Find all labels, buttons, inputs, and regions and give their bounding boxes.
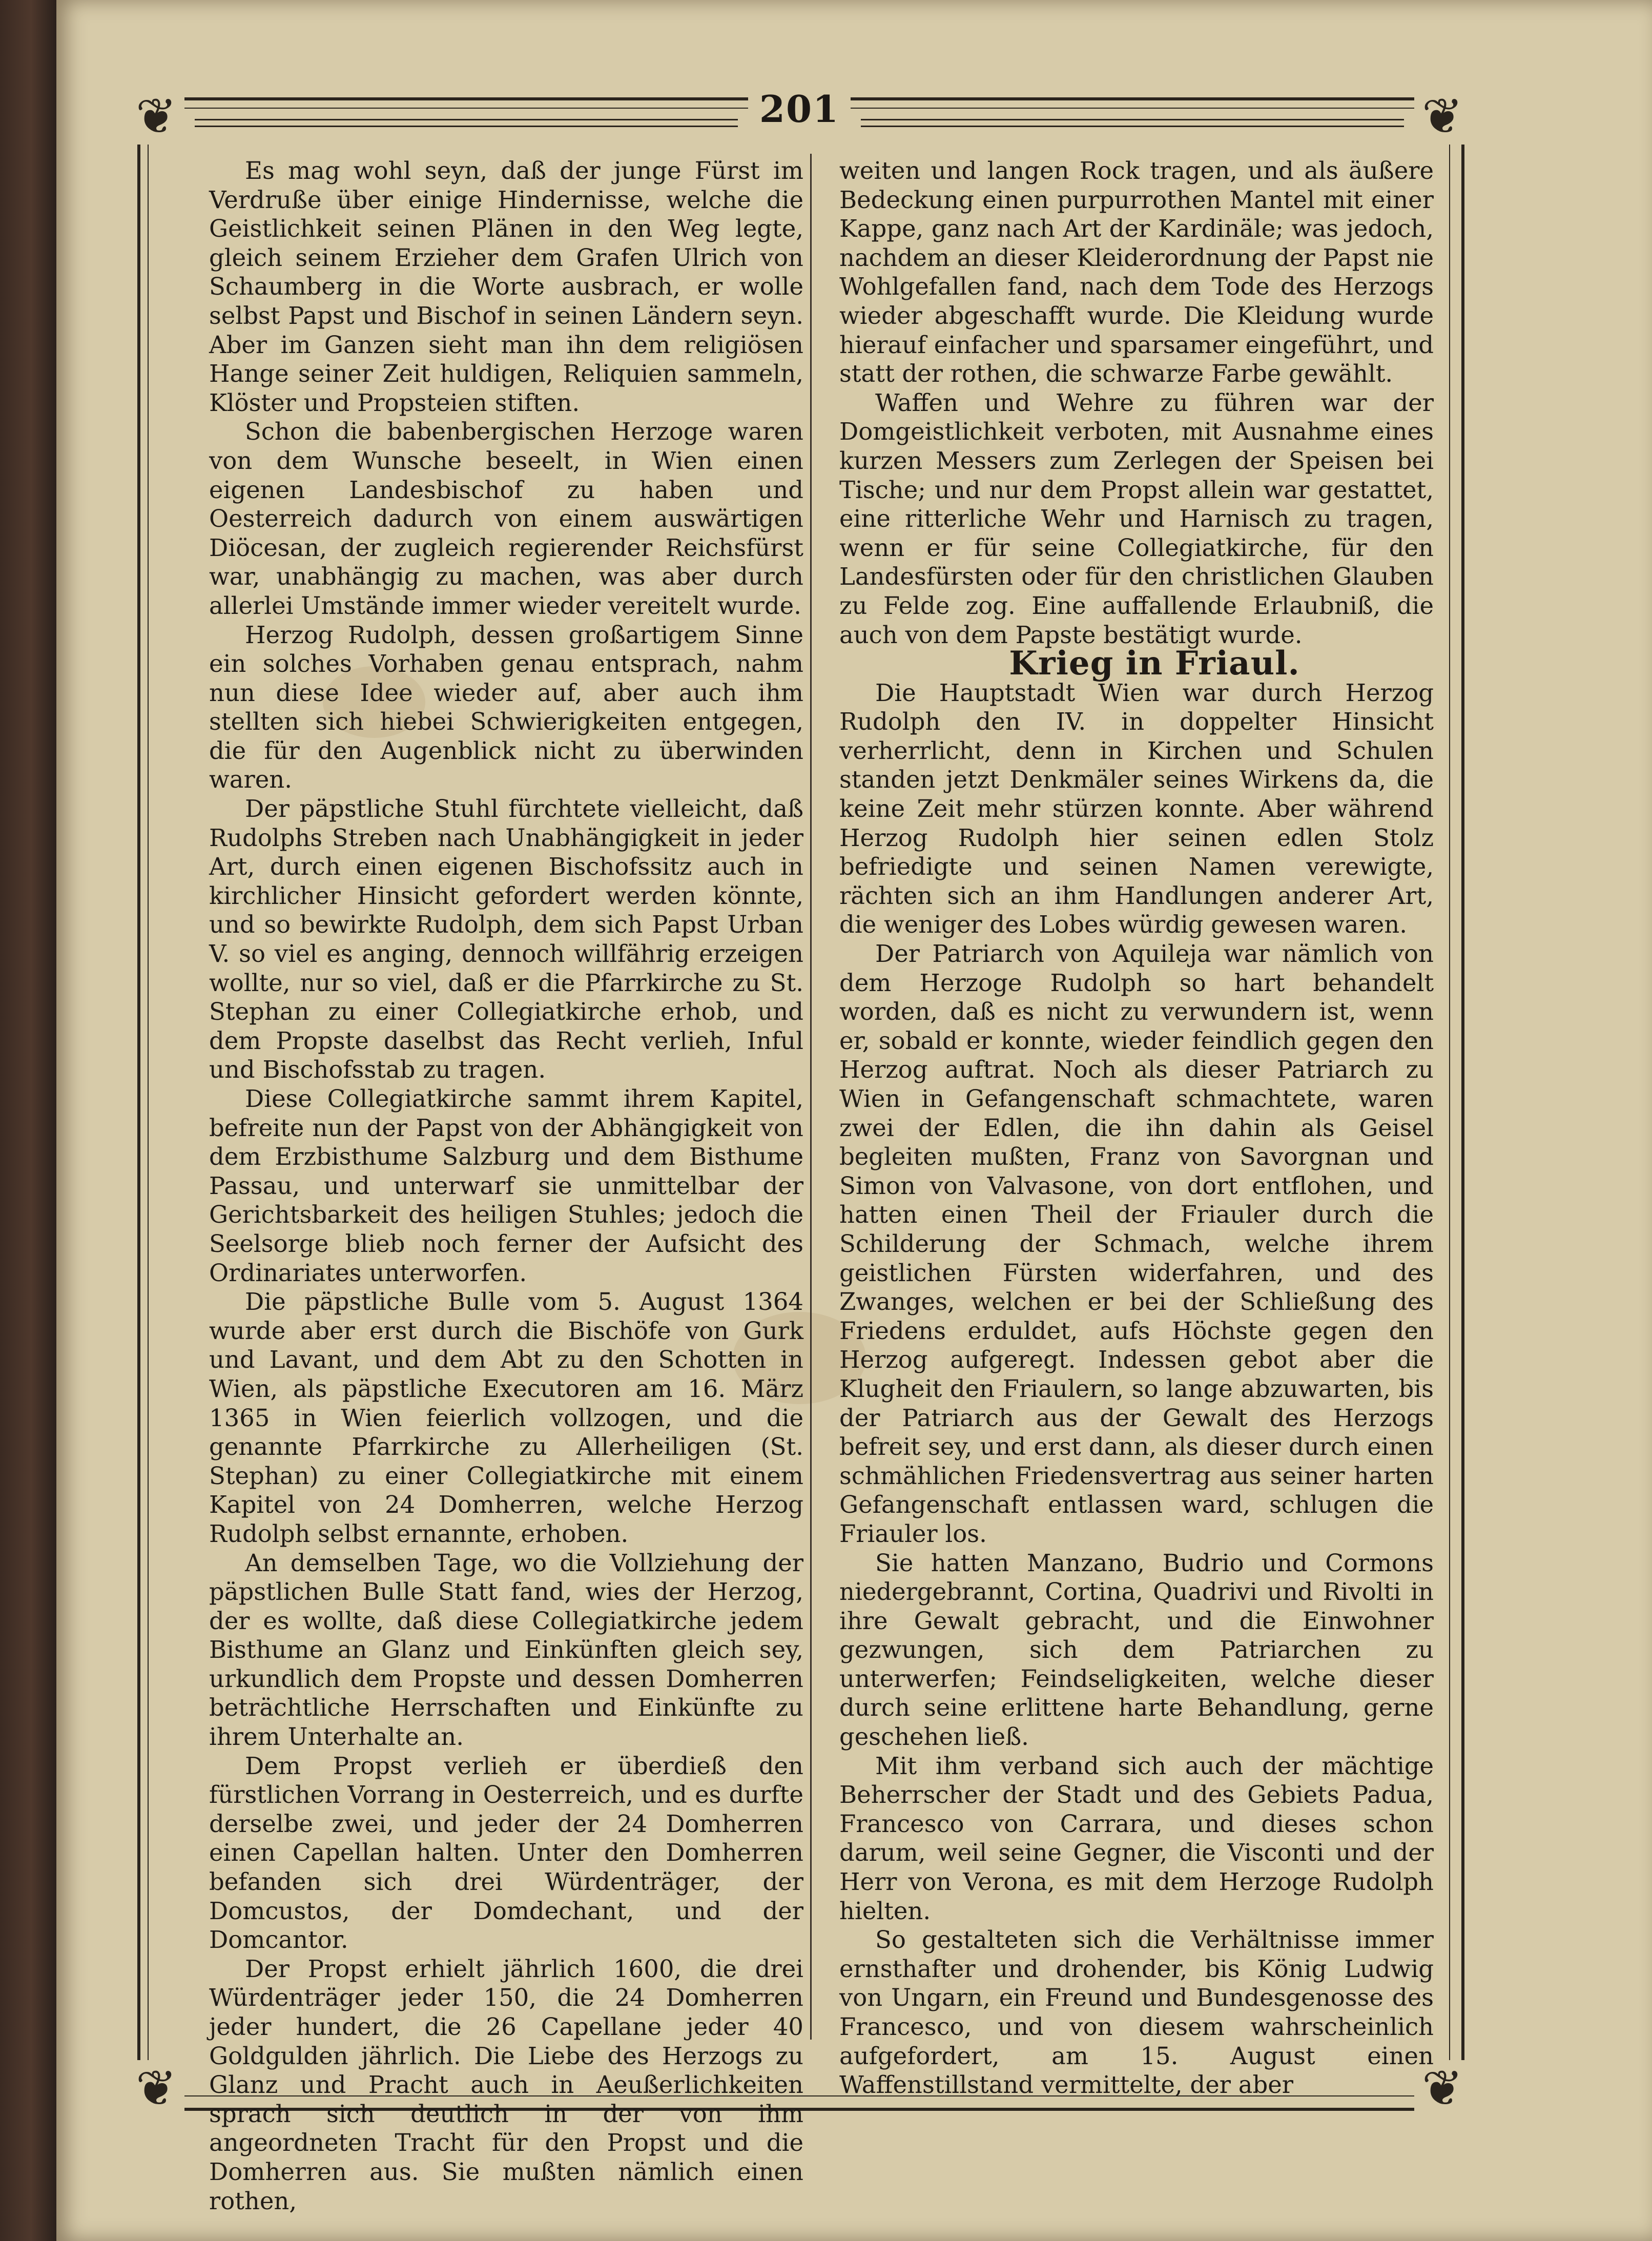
right-column [839, 156, 1434, 2100]
corner-ornament-icon: ❦ [128, 88, 184, 145]
left-column [209, 156, 803, 2215]
corner-ornament-icon: ❦ [1414, 88, 1471, 145]
paragraph: weiten und langen Rock tragen, und als äußere Bedeckung einen purpurrothen Mantel mit einer Kappe, ganz nach Art der Kardinäle; was jedoch, nachdem an dieser Kleiderordnung der Papst nie Wohlgefallen fand, nach dem Tode des Herzogs wieder abgeschafft wurde. Die Kleidung wurde hierauf einfacher und sparsamer eingeführt, und statt der rothen, die schwarze Farbe gewählt. [839, 157, 1434, 388]
paragraph: An demselben Tage, wo die Vollziehung der päpstlichen Bulle Statt fand, wies der Herzog, der es wollte, daß diese Collegiatkirche jedem Bisthume an Glanz und Einkünften gleich sey, urkundlich dem Propste und dessen Domherren beträchtliche Herrschaften und Einkünfte zu ihrem Unterhalte an. [209, 1549, 803, 1751]
book-spine [0, 0, 56, 2241]
header-rule-left [195, 119, 738, 127]
paragraph: Sie hatten Manzano, Budrio und Cormons niedergebrannt, Cortina, Quadrivi und Rivolti in ihre Gewalt gebracht, und die Einwohner gezwungen, sich dem Patriarchen zu unterwerfen; Feindseligkeiten, welche dieser durch seine erlittene harte Behandlung, gerne geschehen ließ. [839, 1549, 1434, 1751]
paragraph: Es mag wohl seyn, daß der junge Fürst im Verdruße über einige Hindernisse, welche die Geistlichkeit seinen Plänen in den Weg legte, gleich seinem Erzieher dem Grafen Ulrich von Schaumberg in die Worte ausbrach, er wolle selbst Papst und Bischof in seinen Ländern seyn. Aber im Ganzen sieht man ihn dem religiösen Hange seiner Zeit huldigen, Reliquien sammeln, Klöster und Propsteien stiften. [209, 157, 803, 417]
paragraph: Der Patriarch von Aquileja war nämlich von dem Herzoge Rudolph so hart behandelt worden, daß es nicht zu verwundern ist, wenn er, sobald er konnte, wieder feindlich gegen den Herzog auftrat. Noch als dieser Patriarch zu Wien in Gefangenschaft schmachtete, waren zwei der Edlen, die ihn dahin als Geisel begleiten mußten, Franz von Savorgnan und Simon von Valvasone, von dort entflohen, und hatten einen Theil der Friauler durch die Schilderung der Schmach, welche ihrem geistlichen Fürsten widerfahren, und des Zwanges, welchen er bei der Schließung des Friedens erduldet, aufs Höchste gegen den Herzog aufgeregt. Indessen gebot aber die Klugheit den Friaulern, so lange abzuwarten, bis der Patriarch aus der Gewalt des Herzogs befreit sey, und erst dann, als dieser durch einen schmählichen Friedensvertrag aus seiner harten Gefangenschaft entlassen ward, schlugen die Friauler los. [839, 940, 1434, 1548]
paragraph: Mit ihm verband sich auch der mächtige Beherrscher der Stadt und des Gebiets Padua, Francesco von Carrara, und dieses schon darum, weil seine Gegner, die Visconti und der Herr von Verona, es mit dem Herzoge Rudolph hielten. [839, 1752, 1434, 1925]
paragraph: Die päpstliche Bulle vom 5. August 1364 wurde aber erst durch die Bischöfe von Gurk und Lavant, und dem Abt zu den Schotten in Wien, als päpstliche Executoren am 16. März 1365 in Wien feierlich vollzogen, und die genannte Pfarrkirche zu Allerheiligen (St. Stephan) zu einer Collegiatkirche mit einem Kapitel von 24 Domherren, welche Herzog Rudolph selbst ernannte, erhoben. [209, 1288, 803, 1548]
paragraph: Herzog Rudolph, dessen großartigem Sinne ein solches Vorhaben genau entsprach, nahm nun diese Idee wieder auf, aber auch ihm stellten sich hiebei Schwierigkeiten entgegen, die für den Augenblick nicht zu überwinden waren. [209, 621, 803, 794]
paragraph: So gestalteten sich die Verhältnisse immer ernsthafter und drohender, bis König Ludwig von Ungarn, ein Freund und Bundesgenosse des Francesco, und von diesem wahrscheinlich aufgefordert, am 15. August einen Waffenstillstand vermittelte, der aber [839, 1926, 1434, 2099]
paragraph: Schon die babenbergischen Herzoge waren von dem Wunsche beseelt, in Wien einen eigenen Landesbischof zu haben und Oesterreich dadurch von einem auswärtigen Diöcesan, der zugleich regierender Reichsfürst war, unabhängig zu machen, was aber durch allerlei Umstände immer wieder vereitelt wurde. [209, 418, 803, 620]
paragraph: Der Propst erhielt jährlich 1600, die drei Würdenträger jeder 150, die 24 Domherren jeder hundert, die 26 Capellane jeder 40 Goldgulden jährlich. Die Liebe des Herzogs zu Glanz und Pracht auch in Aeußerlichkeiten sprach sich deutlich in der von ihm angeordneten Tracht für den Propst und die Domherren aus. Sie mußten nämlich einen rothen, [209, 1955, 803, 2215]
section-heading: Krieg in Friaul. [1009, 644, 1300, 683]
corner-ornament-icon: ❦ [1414, 2060, 1471, 2116]
paragraph: Diese Collegiatkirche sammt ihrem Kapitel, befreite nun der Papst von der Abhängigkeit von dem Erzbisthume Salzburg und dem Bisthume Passau, und unterwarf sie unmittelbar der Gerichtsbarkeit des heiligen Stuhles; jedoch die Seelsorge blieb noch ferner der Aufsicht des Ordinariates unterworfen. [209, 1085, 803, 1287]
paragraph: Waffen und Wehre zu führen war der Domgeistlichkeit verboten, mit Ausnahme eines kurzen Messers zum Zerlegen der Speisen bei Tische; und nur dem Propst allein war gestattet, eine ritterliche Wehr und Harnisch zu tragen, wenn er für seine Collegiatkirche, für den Landesfürsten oder für den christlichen Glauben zu Felde zog. Eine auffallende Erlaubniß, die auch von dem Papste bestätigt wurde. [839, 388, 1434, 649]
corner-ornament-icon: ❦ [128, 2060, 184, 2116]
paragraph: Die Hauptstadt Wien war durch Herzog Rudolph den IV. in doppelter Hinsicht verherrlicht, denn in Kirchen und Schulen standen jetzt Denkmäler seines Wirkens da, die keine Zeit mehr stürzen konnte. Aber während Herzog Rudolph hier seinen edlen Stolz befriedigte und seinen Namen verewigte, rächten sich an ihm Handlungen anderer Art, die weniger des Lobes würdig gewesen waren. [839, 679, 1434, 939]
page-number: 201 [748, 87, 851, 131]
column-divider [810, 154, 812, 2040]
paragraph: Der päpstliche Stuhl fürchtete vielleicht, daß Rudolphs Streben nach Unabhängigkeit in jeder Art, durch einen eigenen Bischofssitz auch in kirchlicher Hinsicht gefordert werden könnte, und so bewirkte Rudolph, dem sich Papst Urban V. so viel es anging, dennoch willfährig erzeigen wollte, nur so viel, daß er die Pfarrkirche zu St. Stephan zu einer Collegiatkirche erhob, und dem Propste daselbst das Recht verlieh, Inful und Bischofsstab zu tragen. [209, 795, 803, 1084]
paragraph: Dem Propst verlieh er überdieß den fürstlichen Vorrang in Oesterreich, und es durfte derselbe zwei, und jeder der 24 Domherren einen Capellan halten. Unter den Domherren befanden sich drei Würdenträger, der Domcustos, der Domdechant, und der Domcantor. [209, 1752, 803, 1954]
header-rule-right [861, 119, 1404, 127]
